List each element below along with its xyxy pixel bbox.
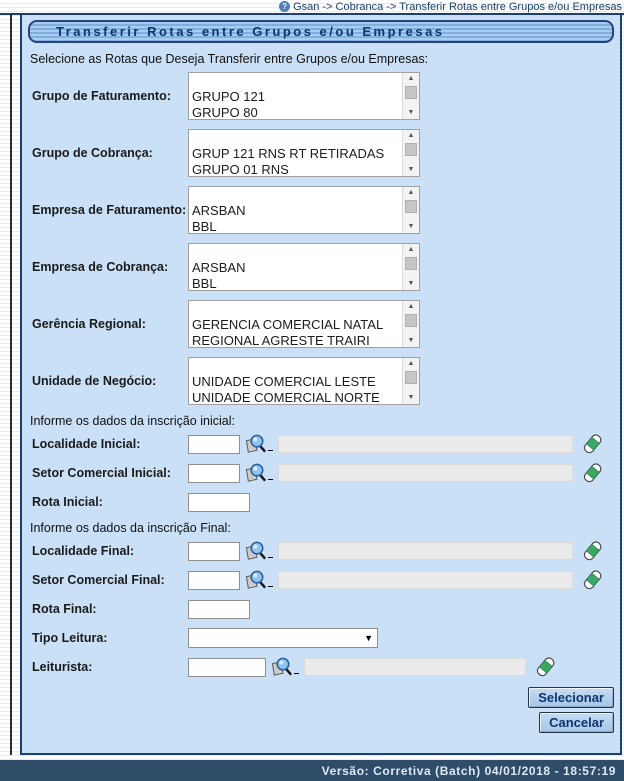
scroll-down-icon[interactable]: ▼ [407,280,415,287]
listbox-option[interactable]: GRUPO 121 [192,89,265,104]
empresa-faturamento-listbox[interactable] [188,186,420,234]
scroll-down-icon[interactable]: ▼ [407,166,415,173]
field-empresa-cobranca [26,243,616,291]
search-link-underline [268,479,273,480]
eraser-icon[interactable] [581,461,604,485]
localidade-inicial-description [278,435,573,453]
listbox-options [189,301,402,347]
rota-inicial-input[interactable] [188,493,250,512]
selecionar-button[interactable]: Selecionar [528,687,614,708]
listbox-option[interactable]: GRUPO 80 [192,105,258,119]
scrollbar[interactable] [402,187,419,233]
scroll-thumb[interactable] [405,86,417,99]
field-unidade-negocio [26,357,616,405]
listbox-option[interactable]: GRUP 121 RNS RT RETIRADAS [192,146,385,161]
localidade-final-description [278,542,573,560]
search-icon[interactable] [244,540,268,563]
rota-final-label: Rota Final: [32,602,97,616]
listbox-options [189,130,402,176]
listbox-option[interactable]: ARSBAN [192,203,246,218]
cancelar-button[interactable]: Cancelar [539,712,614,733]
listbox-options [189,244,402,290]
field-leiturista [26,655,616,679]
listbox-options [189,187,402,233]
field-setor-final [26,568,616,592]
scrollbar[interactable] [402,73,419,119]
listbox-option[interactable]: BBL [192,219,217,233]
listbox-option[interactable]: UNIDADE COMERCIAL LESTE [192,374,376,389]
localidade-inicial-label: Localidade Inicial: [32,437,141,451]
listbox-option[interactable] [192,244,402,260]
listbox-options [189,73,402,119]
search-link-underline [268,450,273,451]
version-text: Versão: Corretiva (Batch) 04/01/2018 - 18:57:19 [321,763,616,778]
setor-final-input[interactable] [188,571,240,590]
grupo-cobranca-listbox[interactable] [188,129,420,177]
scroll-thumb[interactable] [405,371,417,384]
setor-final-description [278,571,573,589]
eraser-icon[interactable] [581,568,604,592]
field-localidade-inicial [26,432,616,456]
scroll-down-icon[interactable]: ▼ [407,337,415,344]
scroll-up-icon[interactable]: ▲ [407,246,415,253]
leiturista-description [304,658,526,676]
empresa-cobranca-label: Empresa de Cobrança: [32,260,169,274]
scrollbar[interactable] [402,130,419,176]
listbox-option[interactable] [192,358,402,374]
field-setor-inicial [26,461,616,485]
eraser-icon[interactable] [534,655,557,679]
grupo-cobranca-label: Grupo de Cobrança: [32,146,153,160]
scroll-down-icon[interactable]: ▼ [407,223,415,230]
page-title-text: Transferir Rotas entre Grupos e/ou Empresas [56,24,445,39]
rota-final-input[interactable] [188,600,250,619]
gerencia-regional-listbox[interactable] [188,300,420,348]
setor-inicial-input[interactable] [188,464,240,483]
search-icon[interactable] [270,656,294,679]
listbox-option[interactable] [192,187,402,203]
field-localidade-final [26,539,616,563]
unidade-negocio-listbox[interactable] [188,357,420,405]
grupo-faturamento-listbox[interactable] [188,72,420,120]
search-link-underline [294,673,299,674]
field-gerencia-regional [26,300,616,348]
gerencia-regional-label: Gerência Regional: [32,317,146,331]
scroll-up-icon[interactable]: ▲ [407,132,415,139]
field-grupo-faturamento [26,72,616,120]
field-empresa-faturamento [26,186,616,234]
search-link-underline [268,586,273,587]
listbox-options [189,358,402,404]
dropdown-arrow-icon: ▼ [364,633,373,643]
scroll-down-icon[interactable]: ▼ [407,109,415,116]
scrollbar[interactable] [402,244,419,290]
field-tipo-leitura [26,626,616,650]
localidade-inicial-input[interactable] [188,435,240,454]
scrollbar[interactable] [402,358,419,404]
field-grupo-cobranca [26,129,616,177]
scroll-up-icon[interactable]: ▲ [407,75,415,82]
listbox-option[interactable]: GERENCIA COMERCIAL NATAL [192,317,384,332]
listbox-option[interactable]: ARSBAN [192,260,246,275]
breadcrumb-text[interactable]: Gsan -> Cobranca -> Transferir Rotas entre Grupos e/ou Empresas [293,0,622,13]
instructions-text: Selecione as Rotas que Deseja Transferir entre Grupos e/ou Empresas: [30,52,429,66]
version-footer [0,760,624,781]
tipo-leitura-select[interactable] [188,628,378,648]
scrollbar[interactable] [402,301,419,347]
listbox-option[interactable]: UNIDADE COMERCIAL NORTE [192,390,380,404]
setor-inicial-label: Setor Comercial Inicial: [32,466,171,480]
breadcrumb [0,0,624,13]
left-border-line [10,13,12,755]
localidade-final-input[interactable] [188,542,240,561]
search-icon[interactable] [244,433,268,456]
search-icon[interactable] [244,462,268,485]
rota-inicial-label: Rota Inicial: [32,495,103,509]
help-icon[interactable]: ? [279,1,290,12]
listbox-option[interactable] [192,130,402,146]
scroll-down-icon[interactable]: ▼ [407,394,415,401]
final-section-heading: Informe os dados da inscrição Final: [30,521,231,535]
grupo-faturamento-label: Grupo de Faturamento: [32,89,171,103]
action-buttons [26,687,614,733]
page-title [28,20,614,43]
scroll-thumb[interactable] [405,257,417,270]
search-icon[interactable] [244,569,268,592]
leiturista-label: Leiturista: [32,660,93,674]
listbox-option[interactable]: GRUPO 01 RNS [192,162,289,176]
main-panel [20,13,622,755]
tipo-leitura-label: Tipo Leitura: [32,631,108,645]
scroll-thumb[interactable] [405,200,417,213]
listbox-option[interactable] [192,301,402,317]
scroll-up-icon[interactable]: ▲ [407,189,415,196]
search-link-underline [268,557,273,558]
empresa-cobranca-listbox[interactable] [188,243,420,291]
listbox-option[interactable]: BBL [192,276,217,290]
setor-inicial-description [278,464,573,482]
field-rota-inicial [26,490,616,514]
field-rota-final [26,597,616,621]
empresa-faturamento-label: Empresa de Faturamento: [32,203,187,217]
listbox-option[interactable]: REGIONAL AGRESTE TRAIRI [192,333,370,347]
leiturista-input[interactable] [188,658,266,677]
eraser-icon[interactable] [581,539,604,563]
inicial-section-heading: Informe os dados da inscrição inicial: [30,414,235,428]
localidade-final-label: Localidade Final: [32,544,135,558]
scroll-thumb[interactable] [405,143,417,156]
scroll-up-icon[interactable]: ▲ [407,303,415,310]
eraser-icon[interactable] [581,432,604,456]
scroll-up-icon[interactable]: ▲ [407,360,415,367]
setor-final-label: Setor Comercial Final: [32,573,165,587]
listbox-option[interactable] [192,73,402,89]
scroll-thumb[interactable] [405,314,417,327]
unidade-negocio-label: Unidade de Negócio: [32,374,157,388]
